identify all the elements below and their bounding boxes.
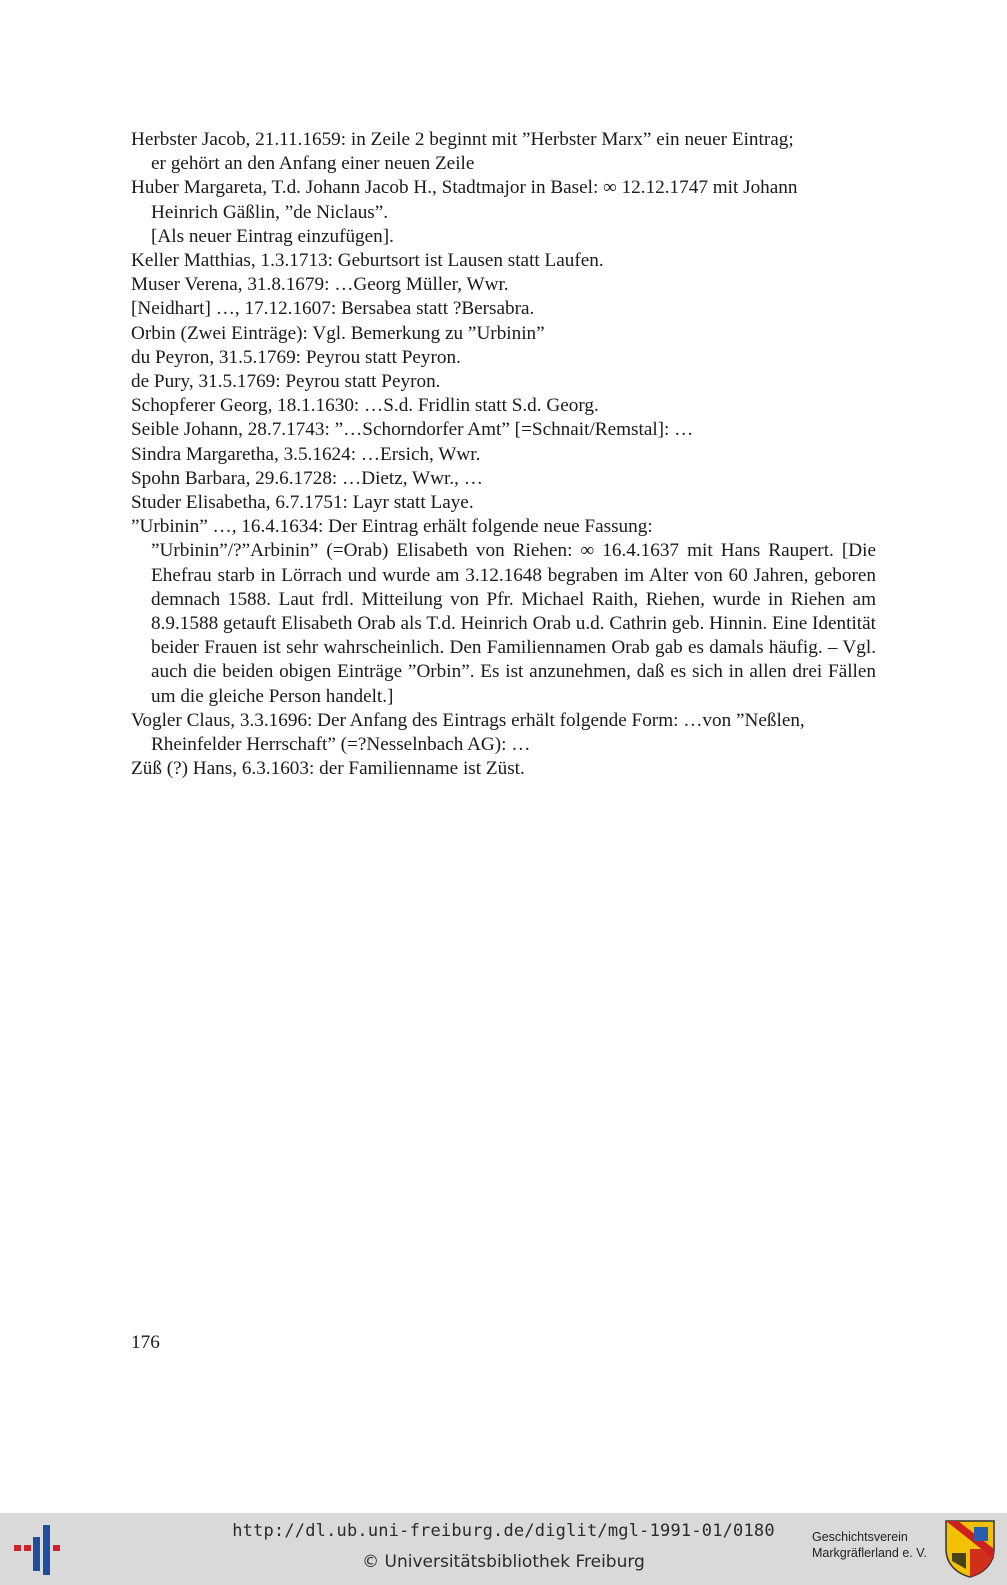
entry: Muser Verena, 31.8.1679: …Georg Müller, Wwr. — [131, 274, 509, 296]
entry: Keller Matthias, 1.3.1713: Geburtsort ist Lausen statt Laufen. — [131, 250, 604, 272]
footer-url-link[interactable]: http://dl.ub.uni-freiburg.de/diglit/mgl-1991-01/0180 — [232, 1521, 775, 1541]
entry: Sindra Margaretha, 3.5.1624: …Ersich, Wwr. — [131, 443, 481, 465]
entry-text: Vogler Claus, 3.3.1696: Der Anfang des Eintrags erhält folgende Form: …von ”Neßlen, — [131, 709, 805, 731]
footer-bar — [0, 1513, 1007, 1585]
coat-of-arms-icon — [944, 1519, 996, 1579]
footer-copyright: © Universitätsbibliothek Freiburg — [362, 1552, 645, 1572]
entry-continuation: Rheinfelder Herrschaft” (=?Nesselnbach AG): … — [151, 734, 531, 756]
entry: de Pury, 31.5.1769: Peyrou statt Peyron. — [131, 371, 441, 393]
society-name — [812, 1529, 940, 1561]
entry-text: Herbster Jacob, 21.11.1659: in Zeile 2 beginnt mit ”Herbster Marx” ein neuer Eintrag; — [131, 129, 794, 150]
entry-continuation: Heinrich Gäßlin, ”de Niclaus”. — [151, 201, 389, 223]
entry: Seible Johann, 28.7.1743: ”…Schorndorfer Amt” [=Schnait/Remstal]: … — [131, 419, 694, 441]
entry: ”Urbinin” …, 16.4.1634: Der Eintrag erhält folgende neue Fassung: — [131, 516, 653, 538]
entry — [131, 176, 876, 224]
entry — [131, 128, 876, 176]
entry: Schopferer Georg, 18.1.1630: …S.d. Fridlin statt S.d. Georg. — [131, 395, 599, 417]
entry: du Peyron, 31.5.1769: Peyrou statt Peyron. — [131, 346, 461, 368]
entry-new-version: ”Urbinin”/?”Arbinin” (=Orab) Elisabeth von Riehen: ∞ 16.4.1637 mit Hans Raupert. [Die Ehefrau starb in Lörrach und wurde am 3.12.1648 begraben im Alter von 60 Jahren, geboren demnach 1588. Laut frdl. Mitteilung von Pfr. Michael Raith, Riehen, wurde in Riehen am 8.9.1588 getauft Elisabeth Orab als T.d. Heinrich Orab u.d. Cathrin geb. Hinnin. Eine Identität beider Frauen ist sehr wahrscheinlich. Den Familiennamen Orab gab es damals häufig. – Vgl. auch die beiden obigen Einträge ”Orbin”. Es ist anzunehmen, daß es sich in allen drei Fällen um die gleiche Person handelt.] — [151, 540, 876, 707]
entry: Studer Elisabetha, 6.7.1751: Layr statt Laye. — [131, 492, 474, 514]
entry-continuation: er gehört an den Anfang einer neuen Zeile — [151, 153, 475, 175]
society-line-1: Geschichtsverein — [812, 1530, 908, 1544]
page-number: 176 — [131, 1332, 160, 1353]
society-line-2: Markgräflerland e. V. — [812, 1546, 927, 1560]
entry-text: Huber Margareta, T.d. Johann Jacob H., Stadtmajor in Basel: ∞ 12.12.1747 mit Johann — [131, 177, 798, 199]
entry-note: [Als neuer Eintrag einzufügen]. — [151, 225, 394, 247]
entry: Züß (?) Hans, 6.3.1603: der Familienname ist Züst. — [131, 758, 525, 780]
entry — [131, 709, 876, 757]
document-body — [131, 128, 876, 781]
entry: [Neidhart] …, 17.12.1607: Bersabea statt ?Bersabra. — [131, 298, 535, 320]
entry: Spohn Barbara, 29.6.1728: …Dietz, Wwr., … — [131, 467, 483, 489]
entry: Orbin (Zwei Einträge): Vgl. Bemerkung zu ”Urbinin” — [131, 322, 545, 344]
